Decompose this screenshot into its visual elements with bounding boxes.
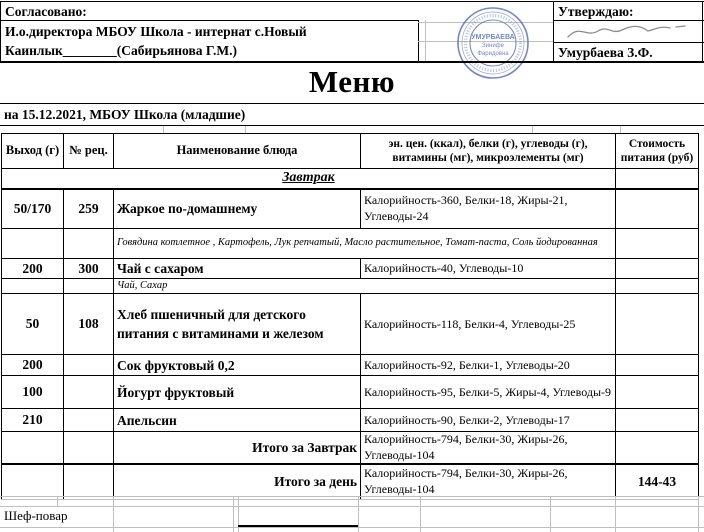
- empty-cell: [616, 229, 699, 259]
- chef-signature-line: [238, 525, 358, 527]
- dish-output: 200: [2, 259, 64, 279]
- thick-divider: [0, 61, 704, 63]
- dish-recipe: 259: [64, 189, 114, 229]
- empty-cell: [2, 279, 64, 294]
- empty-cell: [616, 409, 699, 432]
- empty-cell: [64, 229, 114, 259]
- gridline: [550, 496, 551, 532]
- section-breakfast: Завтрак: [2, 169, 616, 189]
- dish-nutrition: Калорийность-95, Белки-5, Жиры-4, Углеводы-9: [361, 376, 616, 409]
- empty-cell: [616, 294, 699, 355]
- dish-row: [2, 189, 699, 229]
- header-dish-name: Наименование блюда: [114, 134, 361, 169]
- header-output: Выход (г): [2, 134, 64, 169]
- divider: [553, 20, 704, 21]
- total-day-nutrition: Калорийность-794, Белки-30, Жиры-26, Углеводы-104: [361, 464, 616, 499]
- agreed-director-line1: И.о.директора МБОУ Школа - интернат с.Новый: [5, 24, 307, 39]
- dish-output: 100: [2, 376, 64, 409]
- header-cost: Стоимость питания (руб): [616, 134, 699, 169]
- gridline: [358, 496, 359, 532]
- gridline: [615, 496, 616, 532]
- empty-cell: [64, 464, 114, 499]
- signature-scribble: [560, 22, 695, 42]
- dish-recipe: [64, 376, 114, 409]
- ingredients-row: [2, 229, 699, 259]
- empty-cell: [616, 355, 699, 376]
- divider: [702, 1, 703, 62]
- dish-nutrition: Калорийность-40, Углеводы-10: [361, 259, 616, 279]
- dish-recipe: [64, 355, 114, 376]
- dish-output: 200: [2, 355, 64, 376]
- dish-row: [2, 409, 699, 432]
- empty-cell: [2, 432, 64, 464]
- dish-row: [2, 355, 699, 376]
- gridline: [698, 496, 699, 532]
- gridline: [0, 506, 704, 507]
- header-nutrition: эн. цен. (ккал), белки (г), углеводы (г), витамины (мг), микроэлементы (мг): [361, 134, 616, 169]
- gridline: [233, 496, 234, 532]
- total-breakfast-label: Итого за Завтрак: [114, 432, 361, 464]
- gridline: [57, 496, 58, 506]
- empty-cell: [64, 279, 114, 294]
- empty-cell: [616, 169, 699, 189]
- total-day-row: [2, 464, 699, 499]
- gridline: [0, 527, 704, 528]
- agreed-director-line2: Каинлык________(Сабирьянова Г.М.): [5, 43, 237, 58]
- dish-recipe: 300: [64, 259, 114, 279]
- agreed-label: Согласовано:: [5, 4, 87, 19]
- gridline: [113, 496, 114, 532]
- dish-nutrition: Калорийность-92, Белки-1, Углеводы-20: [361, 355, 616, 376]
- dish-recipe: 108: [64, 294, 114, 355]
- approve-label: Утверждаю:: [558, 4, 634, 19]
- ingredients-row: [2, 279, 699, 294]
- divider: [0, 20, 418, 21]
- svg-text:Зинифе: Зинифе: [482, 43, 504, 49]
- empty-cell: [616, 279, 699, 294]
- empty-cell: [64, 432, 114, 464]
- total-day-label: Итого за день: [114, 464, 361, 499]
- divider: [0, 103, 704, 104]
- dish-output: 210: [2, 409, 64, 432]
- dish-output: 50: [2, 294, 64, 355]
- dish-name: Апельсин: [114, 409, 361, 432]
- total-breakfast-row: [2, 432, 699, 464]
- table-header-row: [2, 134, 699, 169]
- total-breakfast-nutrition: Калорийность-794, Белки-30, Жиры-26, Углеводы-104: [361, 432, 616, 464]
- stamp-name: УМУРБАЕВА: [471, 34, 515, 41]
- gridline: [620, 126, 621, 133]
- divider: [0, 125, 704, 126]
- dish-row: [2, 294, 699, 355]
- menu-subtitle: на 15.12.2021, МБОУ Школа (младшие): [4, 107, 246, 122]
- total-day-cost: 144-43: [616, 464, 699, 499]
- dish-ingredients: Говядина котлетное , Картофель, Лук репчатый, Масло растительное, Томат-паста, Соль йодированная: [114, 229, 616, 259]
- gridline: [0, 496, 704, 497]
- divider: [553, 1, 554, 62]
- dish-row: [2, 259, 699, 279]
- svg-text:Фаридовна: Фаридовна: [477, 51, 509, 57]
- dish-name: Сок фруктовый 0,2: [114, 355, 361, 376]
- dish-name: Йогурт фруктовый: [114, 376, 361, 409]
- chef-label: Шеф-повар: [4, 508, 68, 523]
- empty-cell: [616, 259, 699, 279]
- empty-cell: [2, 229, 64, 259]
- empty-cell: [616, 432, 699, 464]
- page-title: Меню: [308, 64, 396, 99]
- empty-cell: [2, 464, 64, 499]
- empty-cell: [616, 376, 699, 409]
- dish-nutrition: Калорийность-90, Белки-2, Углеводы-17: [361, 409, 616, 432]
- gridline: [420, 496, 421, 532]
- dish-output: 50/170: [2, 189, 64, 229]
- dish-name: Жаркое по-домашнему: [114, 189, 361, 229]
- gridline: [532, 126, 533, 133]
- dish-name: Хлеб пшеничный для детского питания с витаминами и железом: [114, 294, 361, 355]
- left-border: [0, 1, 1, 62]
- header-recipe: № рец.: [64, 134, 114, 169]
- section-row: [2, 169, 699, 189]
- dish-nutrition: Калорийность-360, Белки-18, Жиры-21, Углеводы-24: [361, 189, 616, 229]
- approver-name: Умурбаева З.Ф.: [558, 45, 653, 60]
- dish-name: Чай с сахаром: [114, 259, 361, 279]
- empty-cell: [616, 189, 699, 229]
- gridline: [163, 126, 164, 133]
- gridline: [425, 20, 426, 62]
- dish-recipe: [64, 409, 114, 432]
- dish-ingredients: Чай, Сахар: [114, 279, 616, 294]
- menu-table: [1, 133, 699, 500]
- dish-row: [2, 376, 699, 409]
- gridline: [245, 126, 246, 133]
- dish-nutrition: Калорийность-118, Белки-4, Углеводы-25: [361, 294, 616, 355]
